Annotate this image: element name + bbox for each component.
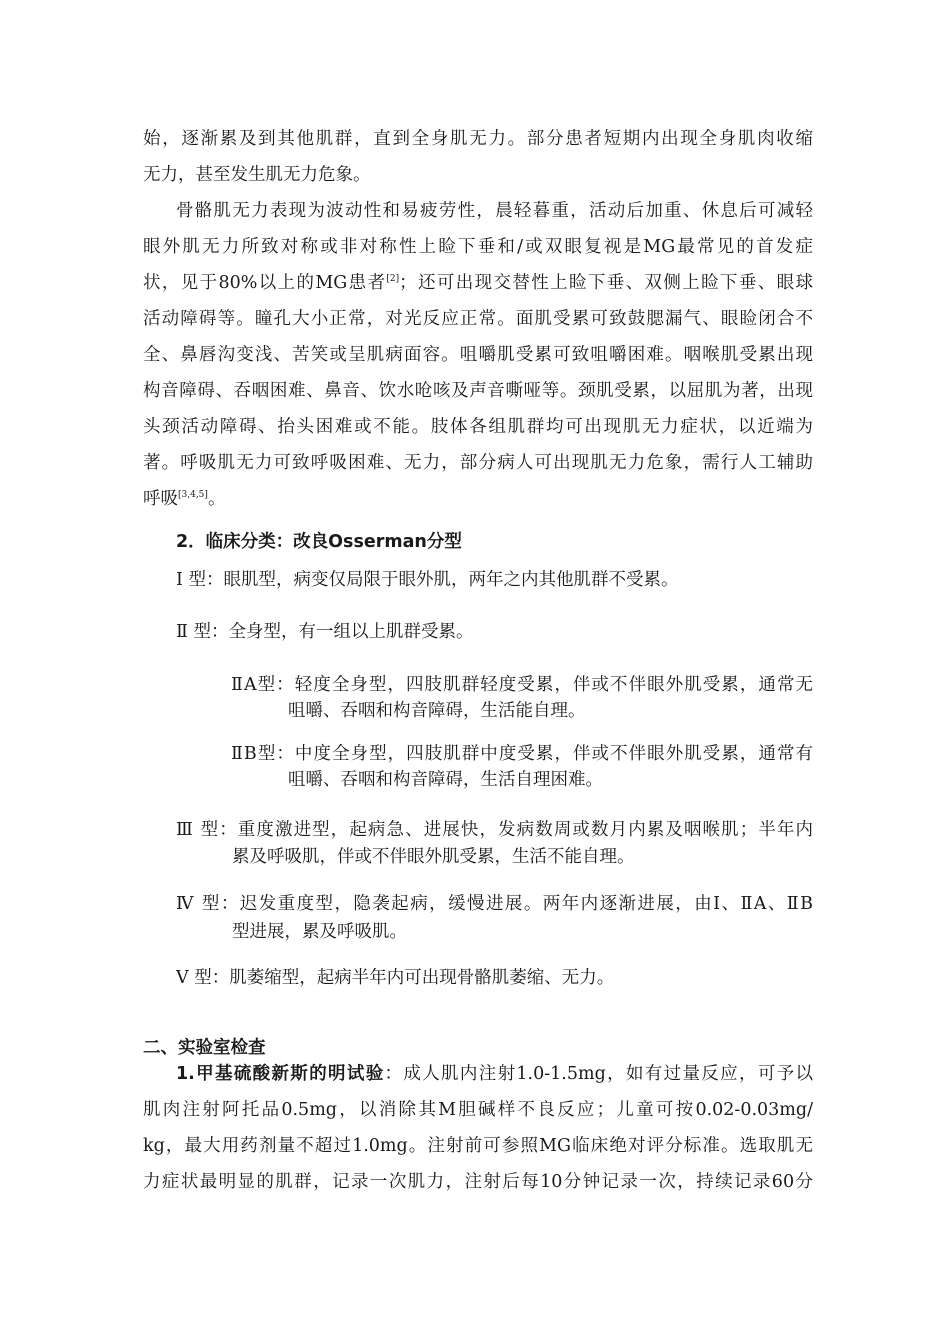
paragraph-line: 全、鼻唇沟变浅、苦笑或呈肌病面容。咀嚼肌受累可致咀嚼困难。咽喉肌受累出现 [143, 345, 813, 365]
paragraph-line: 无力，甚至发生肌无力危象。 [143, 165, 371, 185]
type-iib-cont: 咀嚼、吞咽和构音障碍，生活自理困难。 [288, 770, 603, 790]
citation[interactable]: [2] [386, 274, 400, 284]
text-span: 状，见于80%以上的MG患者 [143, 273, 387, 293]
paragraph-line: 活动障碍等。瞳孔大小正常，对光反应正常。面肌受累可致鼓腮漏气、眼睑闭合不 [143, 309, 813, 329]
type-iv-cont: 型进展，累及呼吸肌。 [232, 922, 407, 942]
text-span: 。 [207, 489, 226, 509]
type-i: Ⅰ 型：眼肌型，病变仅局限于眼外肌，两年之内其他肌群不受累。 [176, 570, 679, 590]
section-heading: 二、实验室检查 [143, 1038, 266, 1058]
paragraph-line: 眼外肌无力所致对称或非对称性上睑下垂和/或双眼复视是MG最常见的首发症 [143, 237, 813, 257]
type-iii: Ⅲ 型：重度激进型，起病急、进展快，发病数周或数月内累及咽喉肌；半年内 [176, 820, 813, 840]
paragraph-line: 头颈活动障碍、抬头困难或不能。肢体各组肌群均可出现肌无力症状，以近端为 [143, 417, 813, 437]
subsection-heading: 2．临床分类：改良Osserman分型 [176, 532, 462, 552]
type-iii-cont: 累及呼吸肌，伴或不伴眼外肌受累，生活不能自理。 [232, 847, 635, 867]
item-label: 1.甲基硫酸新斯的明试验 [176, 1064, 385, 1084]
paragraph-line [143, 487, 813, 511]
paragraph-line: 骨骼肌无力表现为波动性和易疲劳性，晨轻暮重，活动后加重、休息后可减轻 [176, 201, 813, 221]
type-iia: ⅡA型：轻度全身型，四肢肌群轻度受累，伴或不伴眼外肌受累，通常无 [231, 675, 813, 695]
paragraph-line [143, 271, 813, 295]
paragraph-line: 著。呼吸肌无力可致呼吸困难、无力，部分病人可出现肌无力危象，需行人工辅助 [143, 453, 813, 473]
type-iib: ⅡB型：中度全身型，四肢肌群中度受累，伴或不伴眼外肌受累，通常有 [231, 744, 813, 764]
text-span: ：成人肌内注射1.0-1.5mg，如有过量反应，可予以 [384, 1064, 813, 1084]
type-iia-cont: 咀嚼、吞咽和构音障碍，生活能自理。 [288, 701, 586, 721]
type-ii: Ⅱ 型：全身型，有一组以上肌群受累。 [176, 622, 474, 642]
paragraph-line: 力症状最明显的肌群，记录一次肌力，注射后每10分钟记录一次，持续记录60分 [143, 1172, 813, 1192]
paragraph-line: 构音障碍、吞咽困难、鼻音、饮水呛咳及声音嘶哑等。颈肌受累，以屈肌为著，出现 [143, 381, 813, 401]
type-v: Ⅴ 型：肌萎缩型，起病半年内可出现骨骼肌萎缩、无力。 [176, 968, 615, 988]
citation[interactable]: [3,4,5] [178, 490, 208, 500]
type-iv: Ⅳ 型：迟发重度型，隐袭起病，缓慢进展。两年内逐渐进展，由Ⅰ、ⅡA、ⅡB [176, 894, 813, 914]
paragraph-line: 始，逐渐累及到其他肌群，直到全身肌无力。部分患者短期内出现全身肌肉收缩 [143, 129, 813, 149]
paragraph-line [176, 1062, 813, 1086]
paragraph-line: 肌肉注射阿托品0.5mg，以消除其M胆碱样不良反应；儿童可按0.02-0.03mg/ [143, 1100, 813, 1120]
text-span: 呼吸 [143, 489, 178, 509]
paragraph-line: kg，最大用药剂量不超过1.0mg。注射前可参照MG临床绝对评分标准。选取肌无 [143, 1136, 813, 1156]
text-span: ；还可出现交替性上睑下垂、双侧上睑下垂、眼球 [399, 273, 813, 293]
